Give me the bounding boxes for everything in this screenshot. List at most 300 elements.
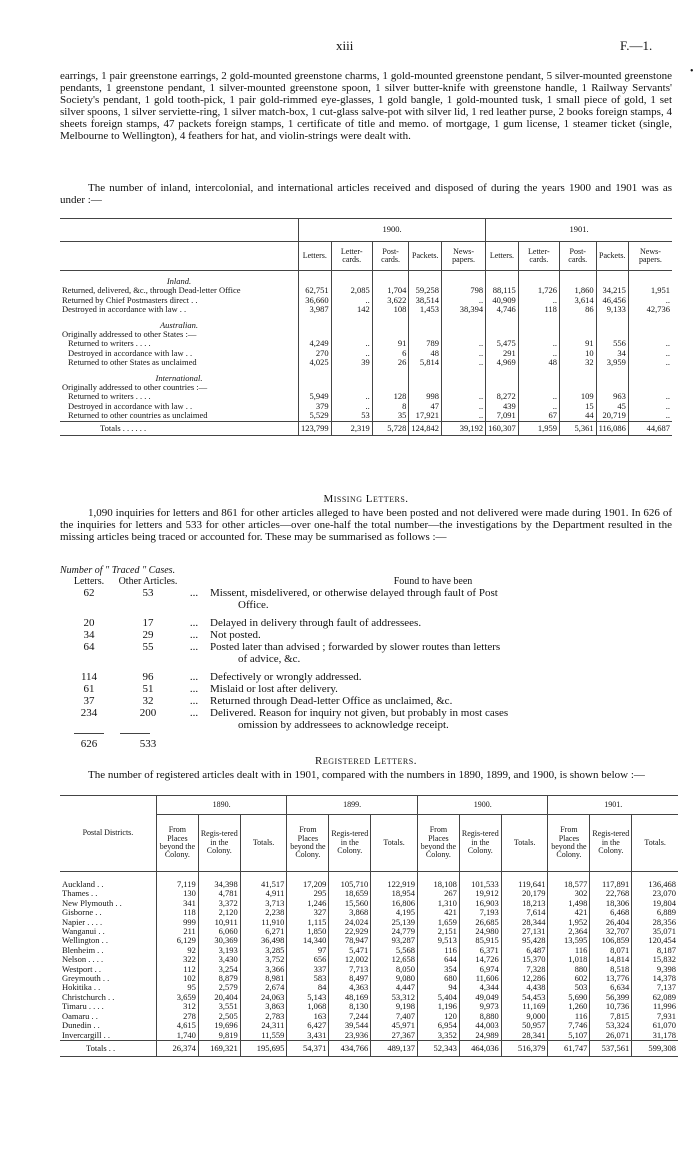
cell-value: 48: [518, 358, 559, 367]
total-value: 5,728: [372, 421, 409, 435]
cell-value: 20,404: [198, 993, 240, 1002]
cell-value: 1,246: [287, 899, 329, 908]
cell-value: 48: [409, 349, 442, 358]
cell-value: 23,936: [329, 1031, 371, 1041]
cell-value: 120: [417, 1012, 459, 1021]
cell-value: 38,514: [409, 296, 442, 305]
cell-value: 78,947: [329, 936, 371, 945]
cell-value: 93,287: [371, 936, 418, 945]
total-value: 61,747: [548, 1040, 590, 1056]
cell-value: ..: [442, 392, 486, 401]
case-description: Returned through Dead-letter Office as unclaimed, &c.: [210, 695, 453, 707]
table-row: [60, 411, 672, 421]
cell-value: 270: [299, 349, 332, 358]
column-header: Totals.: [632, 815, 678, 872]
case-other: 32: [142, 695, 154, 707]
cell-value: 8,879: [198, 974, 240, 983]
cell-value: ..: [628, 339, 672, 348]
district-name: Westport . .: [62, 963, 101, 974]
table-row: [60, 872, 678, 890]
cell-value: 97: [287, 946, 329, 955]
cell-value: 3,752: [240, 955, 287, 964]
cell-value: 116: [417, 946, 459, 955]
cell-value: 18,659: [329, 889, 371, 898]
cell-value: 130: [156, 889, 198, 898]
cell-value: 7,328: [501, 965, 548, 974]
cell-value: 22,929: [329, 927, 371, 936]
cell-value: 7,746: [548, 1021, 590, 1030]
cell-value: 8,497: [329, 974, 371, 983]
year-header: 1900.: [417, 796, 548, 815]
column-header: From Places beyond the Colony.: [417, 815, 459, 872]
cell-value: 42,736: [628, 305, 672, 314]
cell-value: 10,736: [590, 1002, 632, 1011]
cell-value: 4,911: [240, 889, 287, 898]
cell-value: 128: [372, 392, 409, 401]
cell-value: 6,954: [417, 1021, 459, 1030]
cell-value: 18,306: [590, 899, 632, 908]
cell-value: 24,779: [371, 927, 418, 936]
cell-value: 59,258: [409, 286, 442, 295]
cell-value: 27,131: [501, 927, 548, 936]
column-header: From Places beyond the Colony.: [156, 815, 198, 872]
cell-value: 23,070: [632, 889, 678, 898]
cell-value: 789: [409, 339, 442, 348]
case-other: 29: [142, 629, 154, 641]
column-header: From Places beyond the Colony.: [548, 815, 590, 872]
case-other: 200: [139, 707, 157, 719]
table-row: [60, 1031, 678, 1041]
cell-value: 28,341: [501, 1031, 548, 1041]
cell-value: 28,356: [632, 918, 678, 927]
cell-value: 11,996: [632, 1002, 678, 1011]
total-value: 1,959: [518, 421, 559, 435]
cell-value: 4,344: [459, 983, 501, 992]
cell-value: 112: [156, 965, 198, 974]
case-letters: 234: [80, 707, 98, 719]
cell-value: 3,366: [240, 965, 287, 974]
cell-value: 8,130: [329, 1002, 371, 1011]
cell-value: 4,195: [371, 908, 418, 917]
cell-value: ..: [442, 349, 486, 358]
section-title: Inland.: [166, 276, 192, 286]
total-value: 464,036: [459, 1040, 501, 1056]
case-dots: ...: [189, 707, 199, 719]
cell-value: 798: [442, 286, 486, 295]
cell-value: 53: [331, 411, 372, 421]
cell-value: 56,399: [590, 993, 632, 1002]
cell-value: ..: [442, 358, 486, 367]
cell-value: 556: [596, 339, 628, 348]
cell-value: 61,070: [632, 1021, 678, 1030]
cell-value: 44: [559, 411, 596, 421]
case-letters: 34: [83, 629, 95, 641]
district-name: Napier . . . .: [62, 916, 103, 927]
cell-value: 2,120: [198, 908, 240, 917]
cell-value: 105,710: [329, 872, 371, 890]
district-name: Timaru . . . .: [62, 1001, 104, 1012]
cell-value: ..: [518, 402, 559, 411]
cell-value: 20,719: [596, 411, 628, 421]
column-header: News-papers.: [628, 242, 672, 271]
section-title: International.: [155, 372, 203, 383]
cell-value: 1,068: [287, 1002, 329, 1011]
cell-value: 24,311: [240, 1021, 287, 1030]
cell-value: 32,707: [590, 927, 632, 936]
cell-value: 1,952: [548, 918, 590, 927]
row-label: Returned by Chief Postmasters direct . .: [62, 294, 198, 305]
cell-value: 119,641: [501, 872, 548, 890]
cell-value: 6,974: [459, 965, 501, 974]
cell-value: 86: [559, 305, 596, 314]
cell-value: 211: [156, 927, 198, 936]
case-description: Not posted.: [210, 629, 261, 641]
column-header: From Places beyond the Colony.: [287, 815, 329, 872]
column-header: Totals.: [501, 815, 548, 872]
case-other: 17: [142, 617, 154, 629]
case-other: 51: [142, 683, 154, 695]
cell-value: 7,931: [632, 1012, 678, 1021]
column-header: Regis-tered in the Colony.: [590, 815, 632, 872]
cell-value: 7,244: [329, 1012, 371, 1021]
cell-value: 53,312: [371, 993, 418, 1002]
column-header: Letter-cards.: [518, 242, 559, 271]
cell-value: 44,003: [459, 1021, 501, 1030]
cell-value: 116: [548, 1012, 590, 1021]
col-letters-heading: Letters.: [73, 576, 105, 587]
case-description-cont: of advice, &c.: [238, 653, 301, 665]
cell-value: 1,310: [417, 899, 459, 908]
cell-value: 18,954: [371, 889, 418, 898]
cell-value: 20,179: [501, 889, 548, 898]
cell-value: 163: [287, 1012, 329, 1021]
cell-value: 5,143: [287, 993, 329, 1002]
list-item: [60, 641, 672, 665]
row-label: Destroyed in accordance with law . .: [68, 347, 193, 358]
cell-value: 503: [548, 983, 590, 992]
cell-value: 34: [596, 349, 628, 358]
case-other: 53: [142, 587, 154, 599]
cell-value: 9,398: [632, 965, 678, 974]
case-letters: 62: [83, 587, 95, 599]
cell-value: 118: [156, 908, 198, 917]
year-header: 1899.: [287, 796, 418, 815]
case-other: 96: [142, 671, 154, 683]
cell-value: 35,071: [632, 927, 678, 936]
cell-value: 3,431: [287, 1031, 329, 1041]
cell-value: 291: [486, 349, 519, 358]
cell-value: ..: [628, 402, 672, 411]
cell-value: 337: [287, 965, 329, 974]
total-other: 533: [139, 738, 157, 750]
cell-value: 1,704: [372, 286, 409, 295]
cell-value: 7,119: [156, 872, 198, 890]
cell-value: 13,595: [548, 936, 590, 945]
cell-value: ..: [331, 392, 372, 401]
list-item: [60, 629, 672, 641]
case-description: Posted later than advised ; forwarded by slower routes than letters: [210, 641, 501, 653]
cell-value: 3,713: [240, 899, 287, 908]
case-dots: ...: [189, 629, 199, 641]
column-header: Packets.: [596, 242, 628, 271]
cell-value: 109: [559, 392, 596, 401]
cell-value: 2,579: [198, 983, 240, 992]
cell-value: 24,024: [329, 918, 371, 927]
cell-value: ..: [628, 411, 672, 421]
cell-value: 5,475: [486, 339, 519, 348]
cell-value: 7,091: [486, 411, 519, 421]
cell-value: 278: [156, 1012, 198, 1021]
cell-value: 4,447: [371, 983, 418, 992]
cell-value: 19,696: [198, 1021, 240, 1030]
cell-value: 4,249: [299, 339, 332, 348]
cell-value: 3,372: [198, 899, 240, 908]
district-name: Wanganui . .: [62, 926, 105, 937]
cell-value: 302: [548, 889, 590, 898]
district-name: New Plymouth . .: [62, 897, 122, 908]
cell-value: 30,369: [198, 936, 240, 945]
row-label: Destroyed in accordance with law . .: [68, 400, 193, 411]
cell-value: 998: [409, 392, 442, 401]
cell-value: 62,089: [632, 993, 678, 1002]
cell-value: 8,187: [632, 946, 678, 955]
cell-value: 48,169: [329, 993, 371, 1002]
cell-value: 95,428: [501, 936, 548, 945]
cell-value: 120,454: [632, 936, 678, 945]
cell-value: 6,634: [590, 983, 632, 992]
case-dots: ...: [189, 641, 199, 653]
cell-value: 3,430: [198, 955, 240, 964]
cell-value: 46,456: [596, 296, 628, 305]
cell-value: 6,371: [459, 946, 501, 955]
cell-value: ..: [518, 339, 559, 348]
cell-value: 1,659: [417, 918, 459, 927]
total-value: 160,307: [486, 421, 519, 435]
total-value: 26,374: [156, 1040, 198, 1056]
cell-value: 92: [156, 946, 198, 955]
cell-value: 5,471: [329, 946, 371, 955]
registered-letters-heading: Registered Letters.: [315, 755, 417, 767]
cell-value: 3,987: [299, 305, 332, 314]
cell-value: 40,909: [486, 296, 519, 305]
cell-value: 9,000: [501, 1012, 548, 1021]
total-value: 123,799: [299, 421, 332, 435]
cell-value: 16,903: [459, 899, 501, 908]
total-letters: 626: [80, 738, 98, 750]
cell-value: ..: [628, 358, 672, 367]
totals-label: Totals . .: [60, 1040, 156, 1056]
column-header: Totals.: [240, 815, 287, 872]
case-dots: ...: [189, 671, 199, 683]
file-reference: F.—1.: [620, 38, 653, 53]
district-name: Greymouth . .: [62, 973, 110, 984]
cell-value: 53,324: [590, 1021, 632, 1030]
cell-value: 680: [417, 974, 459, 983]
cell-value: 341: [156, 899, 198, 908]
case-dots: ...: [189, 587, 199, 599]
cell-value: 12,658: [371, 955, 418, 964]
cell-value: 7,193: [459, 908, 501, 917]
cell-value: 10: [559, 349, 596, 358]
cell-value: 8: [372, 402, 409, 411]
cell-value: 3,352: [417, 1031, 459, 1041]
cell-value: 3,285: [240, 946, 287, 955]
column-header: Totals.: [371, 815, 418, 872]
table-row: [60, 358, 672, 367]
cell-value: 999: [156, 918, 198, 927]
margin-mark: •: [690, 66, 694, 77]
case-other: 55: [142, 641, 154, 653]
cell-value: 2,238: [240, 908, 287, 917]
missing-letters-heading: Missing Letters.: [323, 493, 409, 505]
cell-value: 8,518: [590, 965, 632, 974]
totals-label: Totals . . . . . .: [60, 421, 299, 435]
cell-value: 24,063: [240, 993, 287, 1002]
cell-value: 3,193: [198, 946, 240, 955]
list-item: [60, 617, 672, 629]
case-description: Mislaid or lost after delivery.: [210, 683, 338, 695]
column-header: Letters.: [299, 242, 332, 271]
cell-value: 3,659: [156, 993, 198, 1002]
cell-value: 122,919: [371, 872, 418, 890]
year-header: 1890.: [156, 796, 287, 815]
cell-value: 327: [287, 908, 329, 917]
cell-value: 6,889: [632, 908, 678, 917]
dead-letter-table: [60, 218, 672, 436]
cell-value: 3,959: [596, 358, 628, 367]
intro-paragraph: earrings, 1 pair greenstone earrings, 2 gold-mounted greenstone charms, 1 gold-mounted greenstone pendant, 5 silver-mounted greenstone pendants, 1 greenstone pendant, 1 silver-mounted greenstone spoon, 1 silver butter-knife with greenstone handle, 1 Railway Servants' Society's pendant, 1 gold tooth-pick, 1 pair gold-rimmed eye-glasses, 1 gold bangle, 1 gold-mounted tusk, 1 small piece of gold, 1 set silver spoons, 1 silver serviette-ring, 1 silver match-box, 1 cut-glass salve-pot with silver lid, 1 red leather purse, 2 books foreign stamps, 4 sheets foreign stamps, 47 packets foreign stamps, 1 certificate of title and memo. of mortgage, 1 gum license, 1 steamer ticket (single, Melbourne to Wellington), 4 feathers for hat, and violin-strings were dealt with.: [60, 70, 672, 142]
cell-value: 4,969: [486, 358, 519, 367]
cell-value: 45: [596, 402, 628, 411]
cell-value: ..: [442, 411, 486, 421]
missing-letters-paragraph: 1,090 inquiries for letters and 861 for other articles alleged to have been posted and not delivered were made during 1901. In 626 of the inquiries for letters and 533 for other articles—over one-half the total number—the investigations by the Department resulted in the missing articles being traced or accounted for. These may be summarised as follows :—: [60, 507, 672, 543]
cell-value: 421: [548, 908, 590, 917]
column-header: Post-cards.: [559, 242, 596, 271]
cell-value: 6,487: [501, 946, 548, 955]
cell-value: 5,814: [409, 358, 442, 367]
cell-value: 5,568: [371, 946, 418, 955]
column-header: Regis-tered in the Colony.: [198, 815, 240, 872]
cell-value: 7,614: [501, 908, 548, 917]
cell-value: 7,713: [329, 965, 371, 974]
total-value: 52,343: [417, 1040, 459, 1056]
traced-cases-list: [60, 565, 672, 750]
total-value: 54,371: [287, 1040, 329, 1056]
list-item: [60, 695, 672, 707]
cell-value: 91: [559, 339, 596, 348]
cell-value: 12,286: [501, 974, 548, 983]
cell-value: 1,453: [409, 305, 442, 314]
cell-value: 11,169: [501, 1002, 548, 1011]
cell-value: 38,394: [442, 305, 486, 314]
cell-value: 2,151: [417, 927, 459, 936]
cell-value: 3,551: [198, 1002, 240, 1011]
district-name: Nelson . . . .: [62, 954, 104, 965]
cell-value: 19,804: [632, 899, 678, 908]
cell-value: ..: [628, 296, 672, 305]
cell-value: 15: [559, 402, 596, 411]
cell-value: 8,071: [590, 946, 632, 955]
cell-value: 295: [287, 889, 329, 898]
cell-value: 27,367: [371, 1031, 418, 1041]
cell-value: 14,340: [287, 936, 329, 945]
year-header: 1901.: [548, 796, 678, 815]
cell-value: 26,071: [590, 1031, 632, 1041]
cell-value: 34,398: [198, 872, 240, 890]
year-header: 1900.: [299, 219, 486, 242]
list-item: [60, 587, 672, 611]
cell-value: 24,980: [459, 927, 501, 936]
column-header: Regis-tered in the Colony.: [329, 815, 371, 872]
cell-value: 7,137: [632, 983, 678, 992]
district-name: Thames . .: [62, 888, 98, 899]
case-dots: ...: [189, 695, 199, 707]
cell-value: 47: [409, 402, 442, 411]
cell-value: 1,196: [417, 1002, 459, 1011]
total-value: 39,192: [442, 421, 486, 435]
cell-value: 8,981: [240, 974, 287, 983]
cell-value: 5,529: [299, 411, 332, 421]
cell-value: 6,129: [156, 936, 198, 945]
table-row: [60, 305, 672, 314]
page-header: [0, 38, 700, 54]
cell-value: 9,513: [417, 936, 459, 945]
cell-value: 15,832: [632, 955, 678, 964]
cell-value: 136,468: [632, 872, 678, 890]
cell-value: 3,868: [329, 908, 371, 917]
cell-value: 25,139: [371, 918, 418, 927]
cell-value: ..: [518, 349, 559, 358]
cell-value: ..: [442, 296, 486, 305]
total-value: 2,319: [331, 421, 372, 435]
cell-value: 2,364: [548, 927, 590, 936]
registered-letters-paragraph: The number of registered articles dealt with in 1901, compared with the numbers in 1890, 1899, and 1900, is shown below :—: [88, 769, 645, 781]
cell-value: 108: [372, 305, 409, 314]
cell-value: 5,690: [548, 993, 590, 1002]
column-header: Packets.: [409, 242, 442, 271]
row-label: Returned to other countries as unclaimed: [68, 410, 208, 421]
cell-value: 15,560: [329, 899, 371, 908]
total-value: 44,687: [628, 421, 672, 435]
cell-value: 7,407: [371, 1012, 418, 1021]
total-value: 599,308: [632, 1040, 678, 1056]
district-name: Auckland . .: [62, 879, 104, 889]
cell-value: 54,453: [501, 993, 548, 1002]
totals-row: [60, 421, 672, 435]
case-description-cont: omission by addressees to acknowledge receipt.: [238, 719, 449, 731]
cell-value: 118: [518, 305, 559, 314]
cell-value: 421: [417, 908, 459, 917]
total-value: 169,321: [198, 1040, 240, 1056]
cell-value: 18,577: [548, 872, 590, 890]
cell-value: 45,971: [371, 1021, 418, 1030]
cell-value: 4,746: [486, 305, 519, 314]
cell-value: 379: [299, 402, 332, 411]
cell-value: 2,674: [240, 983, 287, 992]
column-header: News-papers.: [442, 242, 486, 271]
district-name: Christchurch . .: [62, 991, 115, 1002]
cell-value: 880: [548, 965, 590, 974]
row-label: Returned to writers . . . .: [68, 391, 151, 402]
cell-value: ..: [331, 296, 372, 305]
cell-value: ..: [442, 339, 486, 348]
cell-value: 22,768: [590, 889, 632, 898]
cell-value: 39,544: [329, 1021, 371, 1030]
cell-value: 95: [156, 983, 198, 992]
cell-value: 41,517: [240, 872, 287, 890]
cell-value: 24,989: [459, 1031, 501, 1041]
cell-value: 322: [156, 955, 198, 964]
